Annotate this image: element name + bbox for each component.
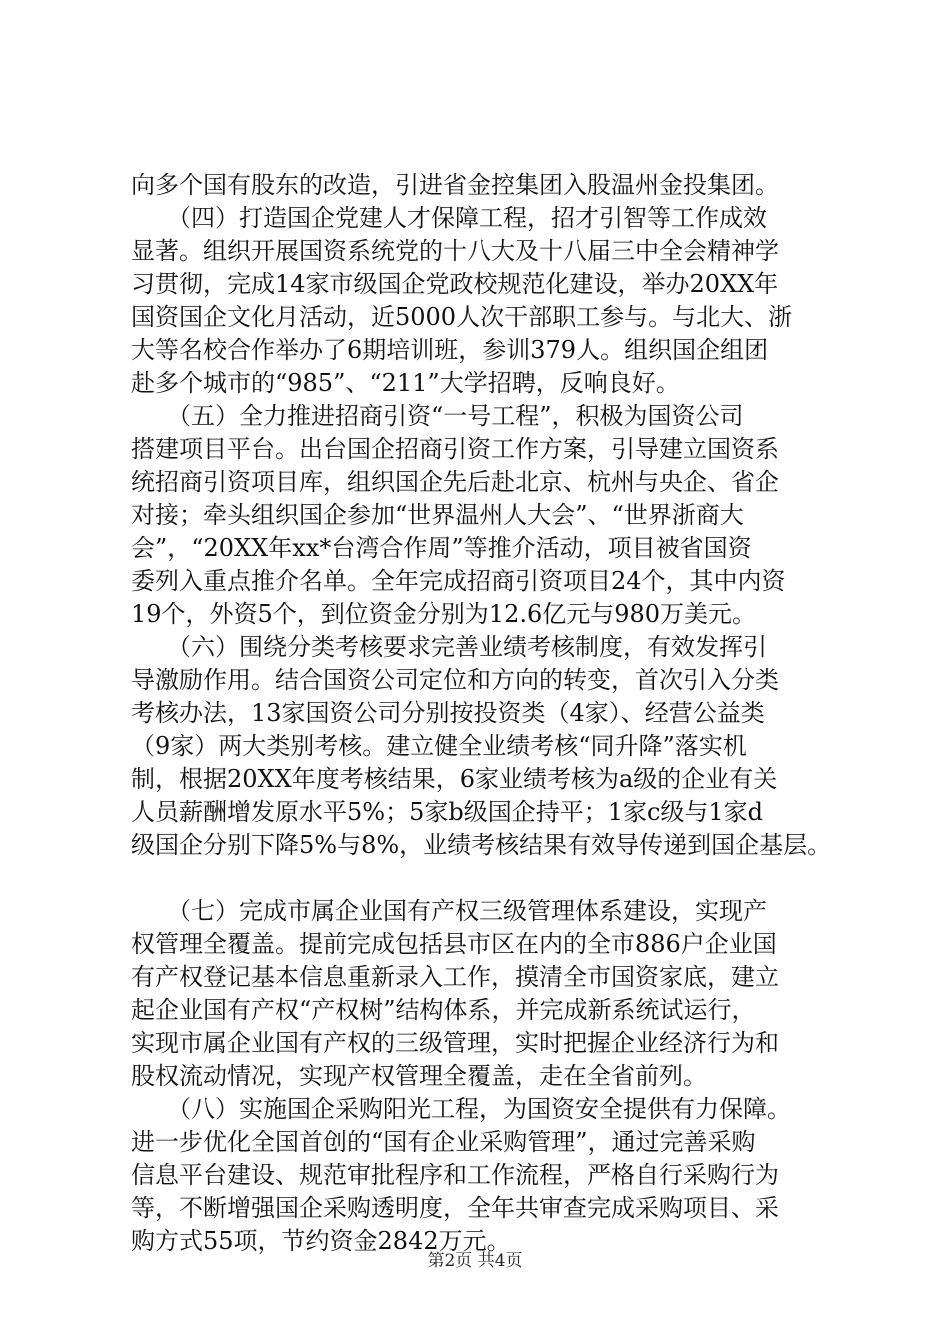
text-line: 购方式55项，节约资金2842万元。 [131, 1227, 511, 1255]
text-line: 股权流动情况，实现产权管理全覆盖，走在全省前列。 [131, 1062, 707, 1090]
text-line: （五）全力推进招商引资“一号工程”，积极为国资公司 [131, 402, 744, 430]
text-line: 19个，外资5个，到位资金分别为12.6亿元与980万美元。 [131, 600, 757, 628]
text-line: 考核办法，13家国资公司分别按投资类（4家）、经营公益类 [131, 699, 765, 727]
text-line: 实现市属企业国有产权的三级管理，实时把握企业经济行为和 [131, 1029, 779, 1057]
text-line: （七）完成市属企业国有产权三级管理体系建设，实现产 [131, 897, 767, 925]
text-line: 对接；牵头组织国企参加“世界温州人大会”、“世界浙商大 [131, 501, 744, 529]
text-line: 导激励作用。结合国资公司定位和方向的转变，首次引入分类 [131, 666, 779, 694]
text-line: 显著。组织开展国资系统党的十八大及十八届三中全会精神学 [131, 237, 779, 265]
text-line: 级国企分别下降5%与8%，业绩考核结果有效导传递到国企基层。 [131, 831, 832, 859]
text-line: 进一步优化全国首创的“国有企业采购管理”，通过完善采购 [131, 1128, 756, 1156]
text-line: 统招商引资项目库，组织国企先后赴北京、杭州与央企、省企 [131, 468, 779, 496]
text-line: 习贯彻，完成14家市级国企党政校规范化建设，举办20XX年 [131, 270, 779, 298]
text-line: 赴多个城市的“985”、“211”大学招聘，反响良好。 [131, 369, 680, 397]
text-line: 信息平台建设、规范审批程序和工作流程，严格自行采购行为 [131, 1161, 779, 1189]
text-line: （八）实施国企采购阳光工程，为国资安全提供有力保障。 [131, 1095, 791, 1123]
text-line: 国资国企文化月活动，近5000人次干部职工参与。与北大、浙 [131, 303, 793, 331]
body-text [131, 169, 841, 1258]
text-line: 权管理全覆盖。提前完成包括县市区在内的全市886户企业国 [131, 930, 777, 958]
text-line: 搭建项目平台。出台国企招商引资工作方案，引导建立国资系 [131, 435, 779, 463]
page-number: 第2页 共4页 [427, 1251, 523, 1271]
text-line: 有产权登记基本信息重新录入工作，摸清全市国资家底，建立 [131, 963, 779, 991]
text-line: 委列入重点推介名单。全年完成招商引资项目24个，其中内资 [131, 567, 786, 595]
paragraph-gap [131, 862, 841, 895]
text-line: 等，不断增强国企采购透明度，全年共审查完成采购项目、采 [131, 1194, 779, 1222]
text-line: 大等名校合作举办了6期培训班，参训379人。组织国企组团 [131, 336, 769, 364]
text-line: 人员薪酬增发原水平5%；5家b级国企持平；1家c级与1家d [131, 798, 764, 826]
text-line: 会”，“20XX年xx*台湾合作周”等推介活动，项目被省国资 [131, 534, 752, 562]
text-line: 起企业国有产权“产权树”结构体系，并完成新系统试运行， [131, 996, 756, 1024]
page-footer [0, 1246, 950, 1271]
text-line: （9家）两大类别考核。建立健全业绩考核“同升降”落实机 [131, 732, 747, 760]
text-line: （六）围绕分类考核要求完善业绩考核制度，有效发挥引 [131, 633, 767, 661]
text-line: 向多个国有股东的改造，引进省金控集团入股温州金投集团。 [131, 171, 779, 199]
text-line: （四）打造国企党建人才保障工程，招才引智等工作成效 [131, 204, 767, 232]
text-line: 制，根据20XX年度考核结果，6家业绩考核为a级的企业有关 [131, 765, 778, 793]
